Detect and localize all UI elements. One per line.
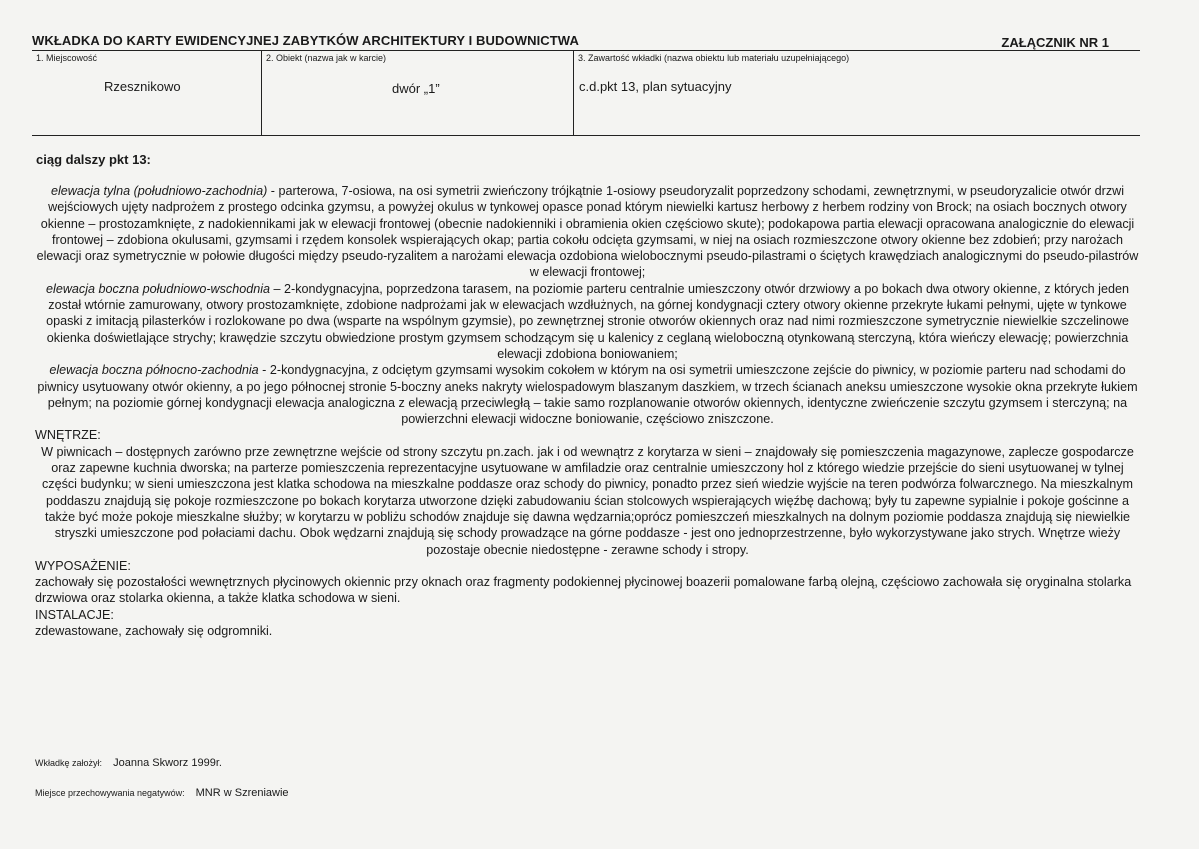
section-heading: ciąg dalszy pkt 13: (36, 152, 151, 167)
location-value: Rzesznikowo (104, 79, 181, 94)
negatives-value: MNR w Szreniawie (195, 787, 289, 799)
installations-heading: INSTALACJE: (35, 607, 114, 622)
location-label: 1. Miejscowość (36, 53, 98, 63)
northwest-elevation-label: elewacja boczna północno-zachodnia (49, 363, 259, 378)
equipment-text: zachowały się pozostałości wewnętrznych płycinowych okiennic przy oknach oraz fragmenty podokiennej płycinowej boazerii pomalowane farbą olejną, częściowo zachowała się oryginalna stolarka drzwiowa oraz stolarka okienna, a także klatka schodowa w sieni. (35, 575, 1132, 606)
location-field (32, 51, 262, 135)
northwest-elevation-text: - 2-kondygnacyjna, z odciętym gzymsami wysokim cokołem w którym na osi symetrii umieszczone zejście do piwnicy, w poziomie parteru nad schodami do piwnicy usytuowany otwór okienny, a po jego północnej stronie 5-boczny aneks nakryty wielospadowym blaszanym daszkiem, w trzech ścianach aneksu umieszczone wysokie okna przekryte łukiem pełnym; na poziomie górnej kondygnacji elewacja analogiczna z elewacją przeciwległą – takie samo rozplanowanie otworów okiennych, identyczne zwieńczenie szczytu gzymsem i sterczyną; na powierzchni elewacji widoczne boniowanie, częściowo zniszczone. (37, 363, 1138, 427)
rear-elevation-text: - parterowa, 7-osiowa, na osi symetrii zwieńczony trójkątnie 1-osiowy pseudoryzalit poprzedzony schodami, zewnętrznymi, w pseudoryzalicie otwór drzwi wejściowych ujęty nadprożem z prostego odcinka gzymsu, a powyżej okulus w tynkowej opasce ponad którym niewielki kartusz herbowy z herbem rodziny von Brock; na osiach bocznych otwory okienne – prostozamknięte, z nadokiennikami jak w elewacji frontowej (obecnie nadokienniki i obramienia okien częściowo skute); podokapowa partia elewacji opracowana analogicznie do elewacji frontowej – zdobiona okulusami, gzymsami i rzędem konsolek wspierających okap; partia cokołu odcięta gzymsami, w niej na osiach rozmieszczone otwory okienne bez zdobień; przy narożach elewacji oraz symetrycznie w połowie długości między pseudo-ryzalitem a narożami elewacja ozdobiona wielobocznymi pseudo-pilastrami o ściętych krawędziach analogicznymi do pseudo-pilastrów w elewacji frontowej; (36, 184, 1139, 280)
southeast-elevation-text: – 2-kondygnacyjna, poprzedzona tarasem, na poziomie parteru centralnie umieszczony otwór drzwiowy a po bokach dwa otwory okienne, z których jeden został wtórnie zamurowany, otwory prostozamknięte, zdobione nadprożami jak w elewacjach wzdłużnych, na górnej kondygnacji cztery otwory okienne przekryte łukami pełnymi, ujęte w tynkowe opaski z imitacją pilasterków i rozlokowane po dwa (wsparte na wspólnym gzymsie), po zewnętrznej stronie otworów okiennych oraz nad nimi rozmieszczone symetrycznie niewielkie szczelinowe okienka doświetlające strychy; krawędzie szczytu obwiedzione prostym gzymsem schodzącym się u kalenicy z ceglaną wieloboczną otynkowaną sterczyną, która wieńczy elewację; powierzchnia elewacji zdobiona boniowaniem; (46, 281, 1129, 361)
content-label: 3. Zawartość wkładki (nazwa obiektu lub materiału uzupełniającego) (578, 53, 850, 63)
installations-text: zdewastowane, zachowały się odgromniki. (35, 624, 273, 639)
southeast-elevation-paragraph (35, 281, 1140, 362)
southeast-elevation-label: elewacja boczna południowo-wschodnia (46, 281, 271, 296)
equipment-heading: WYPOSAŻENIE: (35, 558, 131, 573)
author-value: Joanna Skworz 1999r. (113, 757, 222, 769)
northwest-elevation-paragraph (35, 362, 1140, 427)
content-value: c.d.pkt 13, plan sytuacyjny (579, 79, 732, 94)
author-label: Wkładkę założył: (35, 758, 103, 768)
object-label: 2. Obiekt (nazwa jak w karcie) (266, 53, 387, 63)
annex-number: ZAŁĄCZNIK NR 1 (1001, 35, 1109, 50)
rear-elevation-paragraph (35, 183, 1140, 281)
form-title: WKŁADKA DO KARTY EWIDENCYJNEJ ZABYTKÓW ARCHITEKTURY I BUDOWNICTWA (32, 33, 579, 48)
fields-divider (32, 135, 1140, 136)
author-line (35, 757, 222, 769)
content-field (574, 51, 1140, 135)
negatives-line (35, 787, 289, 799)
rear-elevation-label: elewacja tylna (południowo-zachodnia) (50, 184, 268, 198)
object-field (262, 51, 574, 135)
object-value: dwór „1” (392, 81, 440, 96)
description-body (35, 183, 1140, 639)
negatives-label: Miejsce przechowywania negatywów: (35, 788, 185, 798)
interior-heading: WNĘTRZE: (35, 428, 101, 443)
interior-text: W piwnicach – dostępnych zarówno prze zewnętrzne wejście od strony szczytu pn.zach. jak i od wewnątrz z korytarza w sieni – znajdowały się pomieszczenia magazynowe, zaplecze gospodarcze oraz zapewne kuchnia dworska; na parterze pomieszczenia reprezentacyjne usytuowane w amfiladzie oraz centralnie umieszczony hol z którego wiedzie przejście do sieni usytuowanej w tylnej części budynku; w sieni umieszczona jest klatka schodowa na mieszkalne poddasze oraz schody do piwnicy, ponadto przez sień wiedzie wyjście na teren podwórza folwarcznego. Na mieszkalnym poddaszu znajdują się pokoje rozmieszczone po bokach korytarza utworzone dzięki zabudowaniu ścian stolcowych wspierających więźbę dachową; były tu zapewne sypialnie i pokoje gościnne a także być może pokoje mieszkalne służby; w korytarzu w pobliżu schodów znajduje się dawna wędzarnia;oprócz pomieszczeń mieszkalnych na dolnym poziomie poddasza znajdują się niewielkie stryszki umieszczone pod połaciami dachu. Obok wędzarni znajdują się schody prowadzące na górne poddasze - jest ono jednoprzestrzenne, było wykorzystywane jako strych. Wnętrze wieży pozostaje obecnie niedostępne - zerawne schody i stropy. (41, 444, 1134, 557)
